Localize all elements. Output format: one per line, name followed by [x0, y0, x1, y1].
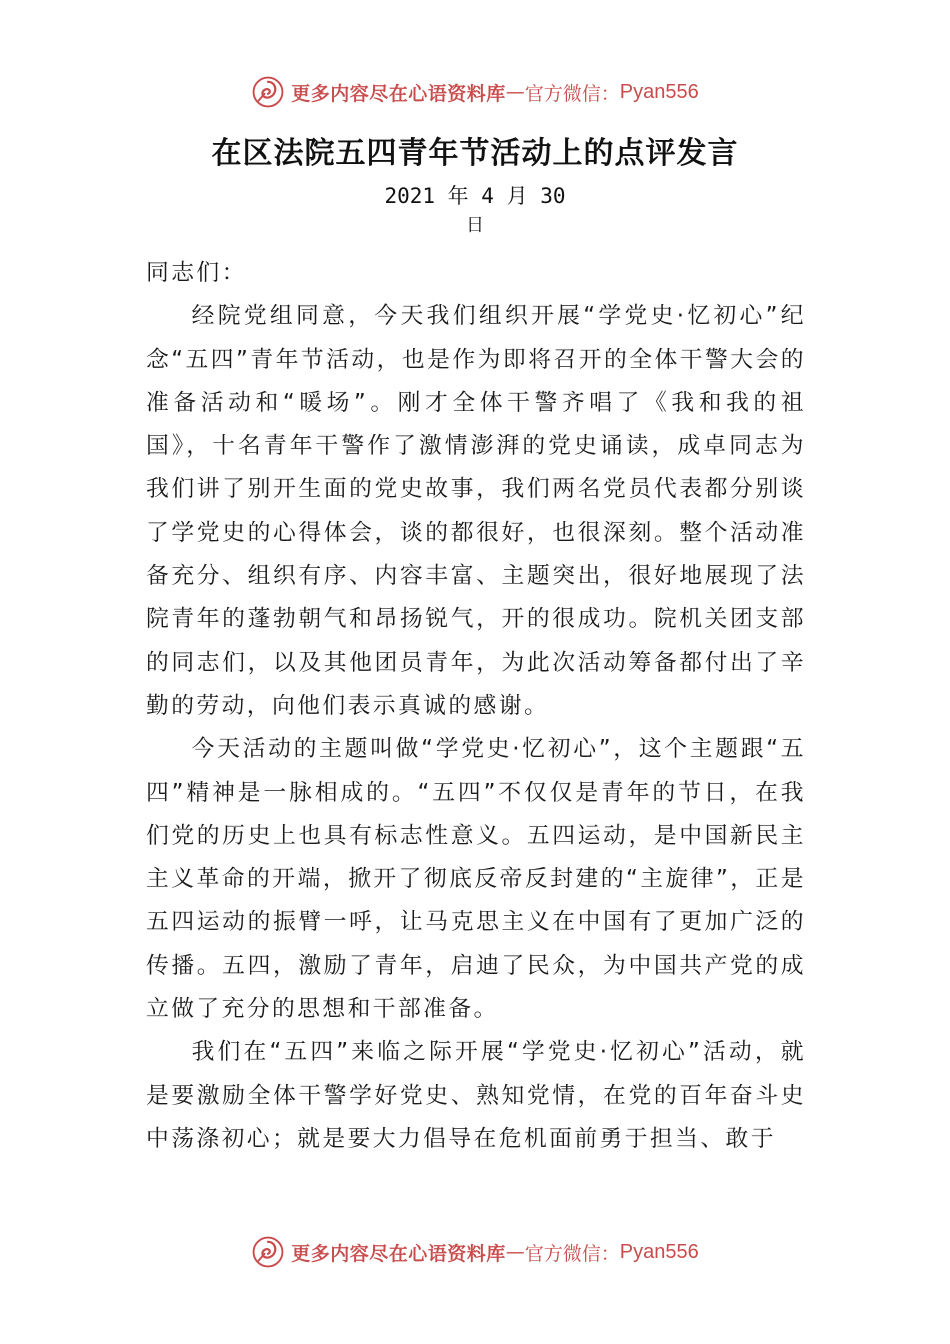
- footer-banner: [0, 1232, 950, 1272]
- header-banner: [0, 72, 950, 112]
- banner-dash: —: [505, 81, 525, 103]
- banner-lead-text: 更多内容尽在心语资料库: [291, 82, 506, 105]
- document-body: [146, 252, 806, 1161]
- banner-wechat-label: 官方微信：: [524, 82, 620, 105]
- banner-lead-text: 更多内容尽在心语资料库: [291, 1242, 506, 1265]
- banner-dash: —: [505, 1241, 525, 1263]
- spiral-logo-icon: [251, 75, 285, 109]
- document-date-day: 日: [466, 215, 484, 236]
- document-date: 2021 年 4 月 30: [384, 184, 566, 208]
- document-title: 在区法院五四青年节活动上的点评发言: [211, 136, 739, 171]
- salutation: 同志们：: [146, 260, 247, 286]
- banner-wechat-id: Pyan556: [619, 80, 699, 103]
- spiral-logo-icon: [251, 1235, 285, 1269]
- banner-wechat-id: Pyan556: [619, 1240, 699, 1263]
- paragraph-1: 经院党组同意，今天我们组织开展“学党史·忆初心”纪念“五四”青年节活动，也是作为即将召开的全体干警大会的准备活动和“暖场”。刚才全体干警齐唱了《我和我的祖国》，十名青年干警作了激情澎湃的党史诵读，成卓同志为我们讲了别开生面的党史故事，我们两名党员代表都分别谈了学党史的心得体会，谈的都很好，也很深刻。整个活动准备充分、组织有序、内容丰富、主题突出，很好地展现了法院青年的蓬勃朝气和昂扬锐气，开的很成功。院机关团支部的同志们，以及其他团员青年，为此次活动筹备都付出了辛勤的劳动，向他们表示真诚的感谢。: [146, 303, 806, 719]
- paragraph-3: 我们在“五四”来临之际开展“学党史·忆初心”活动，就是要激励全体干警学好党史、熟知党情，在党的百年奋斗史中荡涤初心；就是要大力倡导在危机面前勇于担当、敢于: [146, 1039, 806, 1152]
- paragraph-2: 今天活动的主题叫做“学党史·忆初心”，这个主题跟“五四”精神是一脉相成的。“五四”不仅仅是青年的节日，在我们党的历史上也具有标志性意义。五四运动，是中国新民主主义革命的开端，掀开了彻底反帝反封建的“主旋律”，正是五四运动的振臂一呼，让马克思主义在中国有了更加广泛的传播。五四，激励了青年，启迪了民众，为中国共产党的成立做了充分的思想和干部准备。: [146, 736, 806, 1023]
- banner-wechat-label: 官方微信：: [524, 1242, 620, 1265]
